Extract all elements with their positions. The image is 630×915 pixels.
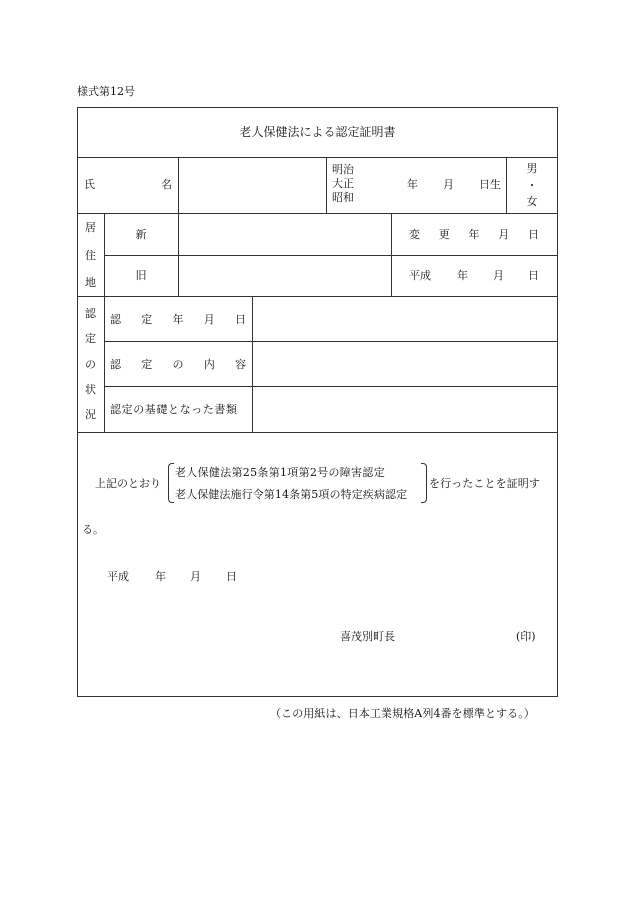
issue-day-label: 日 <box>226 570 237 583</box>
issuer-title: 喜茂別町長 <box>340 630 395 643</box>
option-disability: 老人保健法第25条第1項第2号の障害認定 <box>175 466 385 479</box>
certificate-frame <box>77 107 558 697</box>
status-label: 認 定 の 状 況 <box>85 307 96 421</box>
era-showa: 昭和 <box>332 191 354 204</box>
issue-year-label: 年 <box>155 570 166 583</box>
change-date-label: 変 更 年 月 日 <box>409 228 539 241</box>
name-label: 氏 名 <box>84 178 172 191</box>
right-brace <box>421 463 427 503</box>
era-meiji: 明治 <box>332 163 354 176</box>
sex-separator: ・ <box>526 178 538 192</box>
statement-tail: を行ったことを証明す <box>429 477 540 490</box>
left-brace <box>168 463 174 503</box>
sex-female: 女 <box>526 195 538 208</box>
birth-year-label: 年 <box>407 178 418 191</box>
left-label-divider <box>104 213 105 432</box>
birth-divider <box>326 157 327 213</box>
birth-month-label: 月 <box>443 178 454 191</box>
old-day-label: 日 <box>528 269 539 282</box>
form-number: 様式第12号 <box>77 85 135 98</box>
seal-mark: (印) <box>516 630 536 643</box>
old-month-label: 月 <box>493 269 504 282</box>
sex-options <box>506 163 558 207</box>
status-divider-2 <box>104 386 558 387</box>
statement-lead: 上記のとおり <box>95 477 161 490</box>
status-row-divider <box>77 432 558 433</box>
statement-wrap: る。 <box>82 523 104 536</box>
status-value-divider <box>252 296 253 432</box>
footnote: （この用紙は、日本工業規格A列4番を標準とする。） <box>270 707 535 720</box>
certification-date-label: 認 定 年 月 日 <box>110 313 246 326</box>
old-year-label: 年 <box>457 269 468 282</box>
new-address-label: 新 <box>135 228 147 241</box>
address-mid-divider <box>104 255 558 256</box>
sex-male: 男 <box>526 162 538 175</box>
name-row-divider <box>77 213 558 214</box>
old-address-label: 旧 <box>135 269 147 282</box>
birth-day-label: 日生 <box>479 178 501 191</box>
change-date-divider <box>391 213 392 296</box>
heisei-label: 平成 <box>409 269 431 282</box>
basis-documents-label: 認定の基礎となった書類 <box>110 403 238 416</box>
issue-month-label: 月 <box>190 570 201 583</box>
name-value-divider <box>178 157 179 296</box>
era-list <box>332 163 372 205</box>
address-label: 居 住 地 <box>85 221 96 289</box>
era-taisho: 大正 <box>332 177 354 190</box>
title-divider <box>77 157 558 158</box>
certification-content-label: 認 定 の 内 容 <box>110 358 246 371</box>
certificate-title: 老人保健法による認定証明書 <box>239 125 396 139</box>
option-specific-disease: 老人保健法施行令第14条第5項の特定疾病認定 <box>175 488 408 501</box>
issue-heisei-label: 平成 <box>107 570 129 583</box>
status-divider-1 <box>104 341 558 342</box>
address-row-divider <box>77 296 558 297</box>
